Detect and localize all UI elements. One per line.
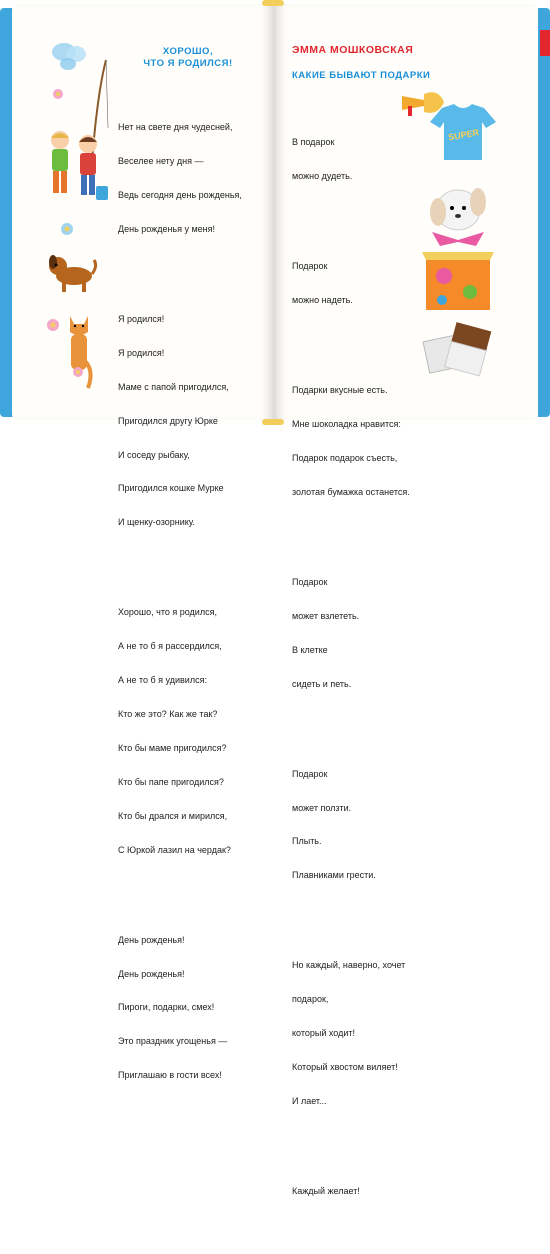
author-name: ЭММА МОШКОВСКАЯ: [292, 44, 414, 56]
poem-line: День рожденья у меня!: [118, 223, 216, 234]
boys-with-fishing-rod-illustration: [38, 128, 113, 208]
poem-line: Маме с папой пригодился,: [118, 381, 229, 392]
shirt-print: SUPER: [447, 127, 480, 143]
poem-line: Пригодился другу Юрке: [118, 415, 218, 426]
flower-icon: [60, 222, 74, 236]
poem-line: Это праздник угощенья —: [118, 1036, 228, 1047]
dog-illustration: [44, 248, 98, 294]
left-poem-body: [118, 77, 242, 1138]
stanza: [292, 363, 410, 521]
poem-line: Кто же это? Как же так?: [118, 709, 218, 720]
cat-illustration: [64, 312, 94, 392]
spine-bottom: [262, 419, 284, 425]
poem-line: Кто бы папе пригодился?: [118, 776, 224, 787]
poem-line: Подарок: [292, 576, 328, 587]
poem-line: Подарок: [292, 768, 328, 779]
poem-line: может ползти.: [292, 802, 352, 813]
poem-line: может взлететь.: [292, 610, 360, 621]
poem-line: Мне шоколадка нравится:: [292, 419, 401, 430]
stanza: [292, 115, 410, 205]
stanza: [118, 100, 242, 258]
stanza: [292, 938, 410, 1130]
poem-line: День рожденья!: [118, 934, 185, 945]
poem-line: Я родился!: [118, 347, 165, 358]
flower-icon: [52, 88, 64, 100]
poem-line: В клетке: [292, 644, 328, 655]
poem-line: С Юркой лазил на чердак?: [118, 844, 231, 855]
title-line: ХОРОШО,: [162, 46, 214, 57]
stanza: [292, 1163, 410, 1219]
poem-line: День рожденья!: [118, 968, 185, 979]
poem-line: Плыть.: [292, 836, 322, 847]
poem-line: можно надеть.: [292, 295, 353, 306]
poem-line: Но каждый, наверно, хочет: [292, 960, 406, 971]
poem-line: Который хвостом виляет!: [292, 1062, 398, 1073]
poem-line: В подарок: [292, 137, 335, 148]
cover-edge-right: [538, 8, 550, 417]
poem-line: сидеть и петь.: [292, 678, 352, 689]
poem-line: И лает...: [292, 1095, 327, 1106]
poem-line: И соседу рыбаку,: [118, 449, 190, 460]
poem-line: Подарок: [292, 261, 328, 272]
stanza: [118, 585, 242, 879]
stanza: [118, 291, 242, 551]
poem-line: Ведь сегодня день рожденья,: [118, 189, 242, 200]
title-line: ЧТО Я РОДИЛСЯ!: [143, 58, 233, 69]
right-poem-title: КАКИЕ БЫВАЮТ ПОДАРКИ: [292, 70, 431, 81]
poem-line: Пригодился кошке Мурке: [118, 483, 224, 494]
poem-line: А не то б я рассердился,: [118, 641, 222, 652]
left-poem-title: [118, 46, 258, 70]
puppy-in-gift-box-illustration: [412, 176, 508, 314]
poem-line: Кто бы дрался и мирился,: [118, 810, 228, 821]
poem-line: который ходит!: [292, 1028, 355, 1039]
poem-line: золотая бумажка останется.: [292, 486, 410, 497]
stanza: [118, 912, 242, 1104]
right-poem-body: [292, 92, 410, 1254]
poem-line: Пироги, подарки, смех!: [118, 1002, 215, 1013]
spine-top: [262, 0, 284, 6]
poem-line: подарок,: [292, 994, 329, 1005]
poem-line: Кто бы маме пригодился?: [118, 742, 227, 753]
flower-icon: [72, 366, 84, 378]
poem-line: И щенку-озорнику.: [118, 517, 195, 528]
stanza: [292, 554, 410, 712]
poem-line: Нет на свете дня чудесней,: [118, 122, 233, 133]
poem-line: Подарок подарок съесть,: [292, 452, 398, 463]
poem-line: Веселее нету дня —: [118, 156, 204, 167]
flower-icon: [46, 318, 60, 332]
stanza: [292, 746, 410, 904]
bookmark-tab: [540, 30, 550, 56]
poem-line: Каждый желает!: [292, 1186, 360, 1197]
poem-line: Плавниками грести.: [292, 870, 376, 881]
poem-line: А не то б я удивился:: [118, 675, 207, 686]
stanza: [292, 239, 410, 329]
poem-line: можно дудеть.: [292, 171, 353, 182]
poem-line: Подарки вкусные есть.: [292, 385, 388, 396]
poem-line: Хорошо, что я родился,: [118, 607, 217, 618]
chocolate-bar-icon: [420, 322, 496, 376]
poem-line: Я родился!: [118, 313, 165, 324]
poem-line: Приглашаю в гости всех!: [118, 1070, 222, 1081]
tshirt-icon: [428, 104, 498, 162]
